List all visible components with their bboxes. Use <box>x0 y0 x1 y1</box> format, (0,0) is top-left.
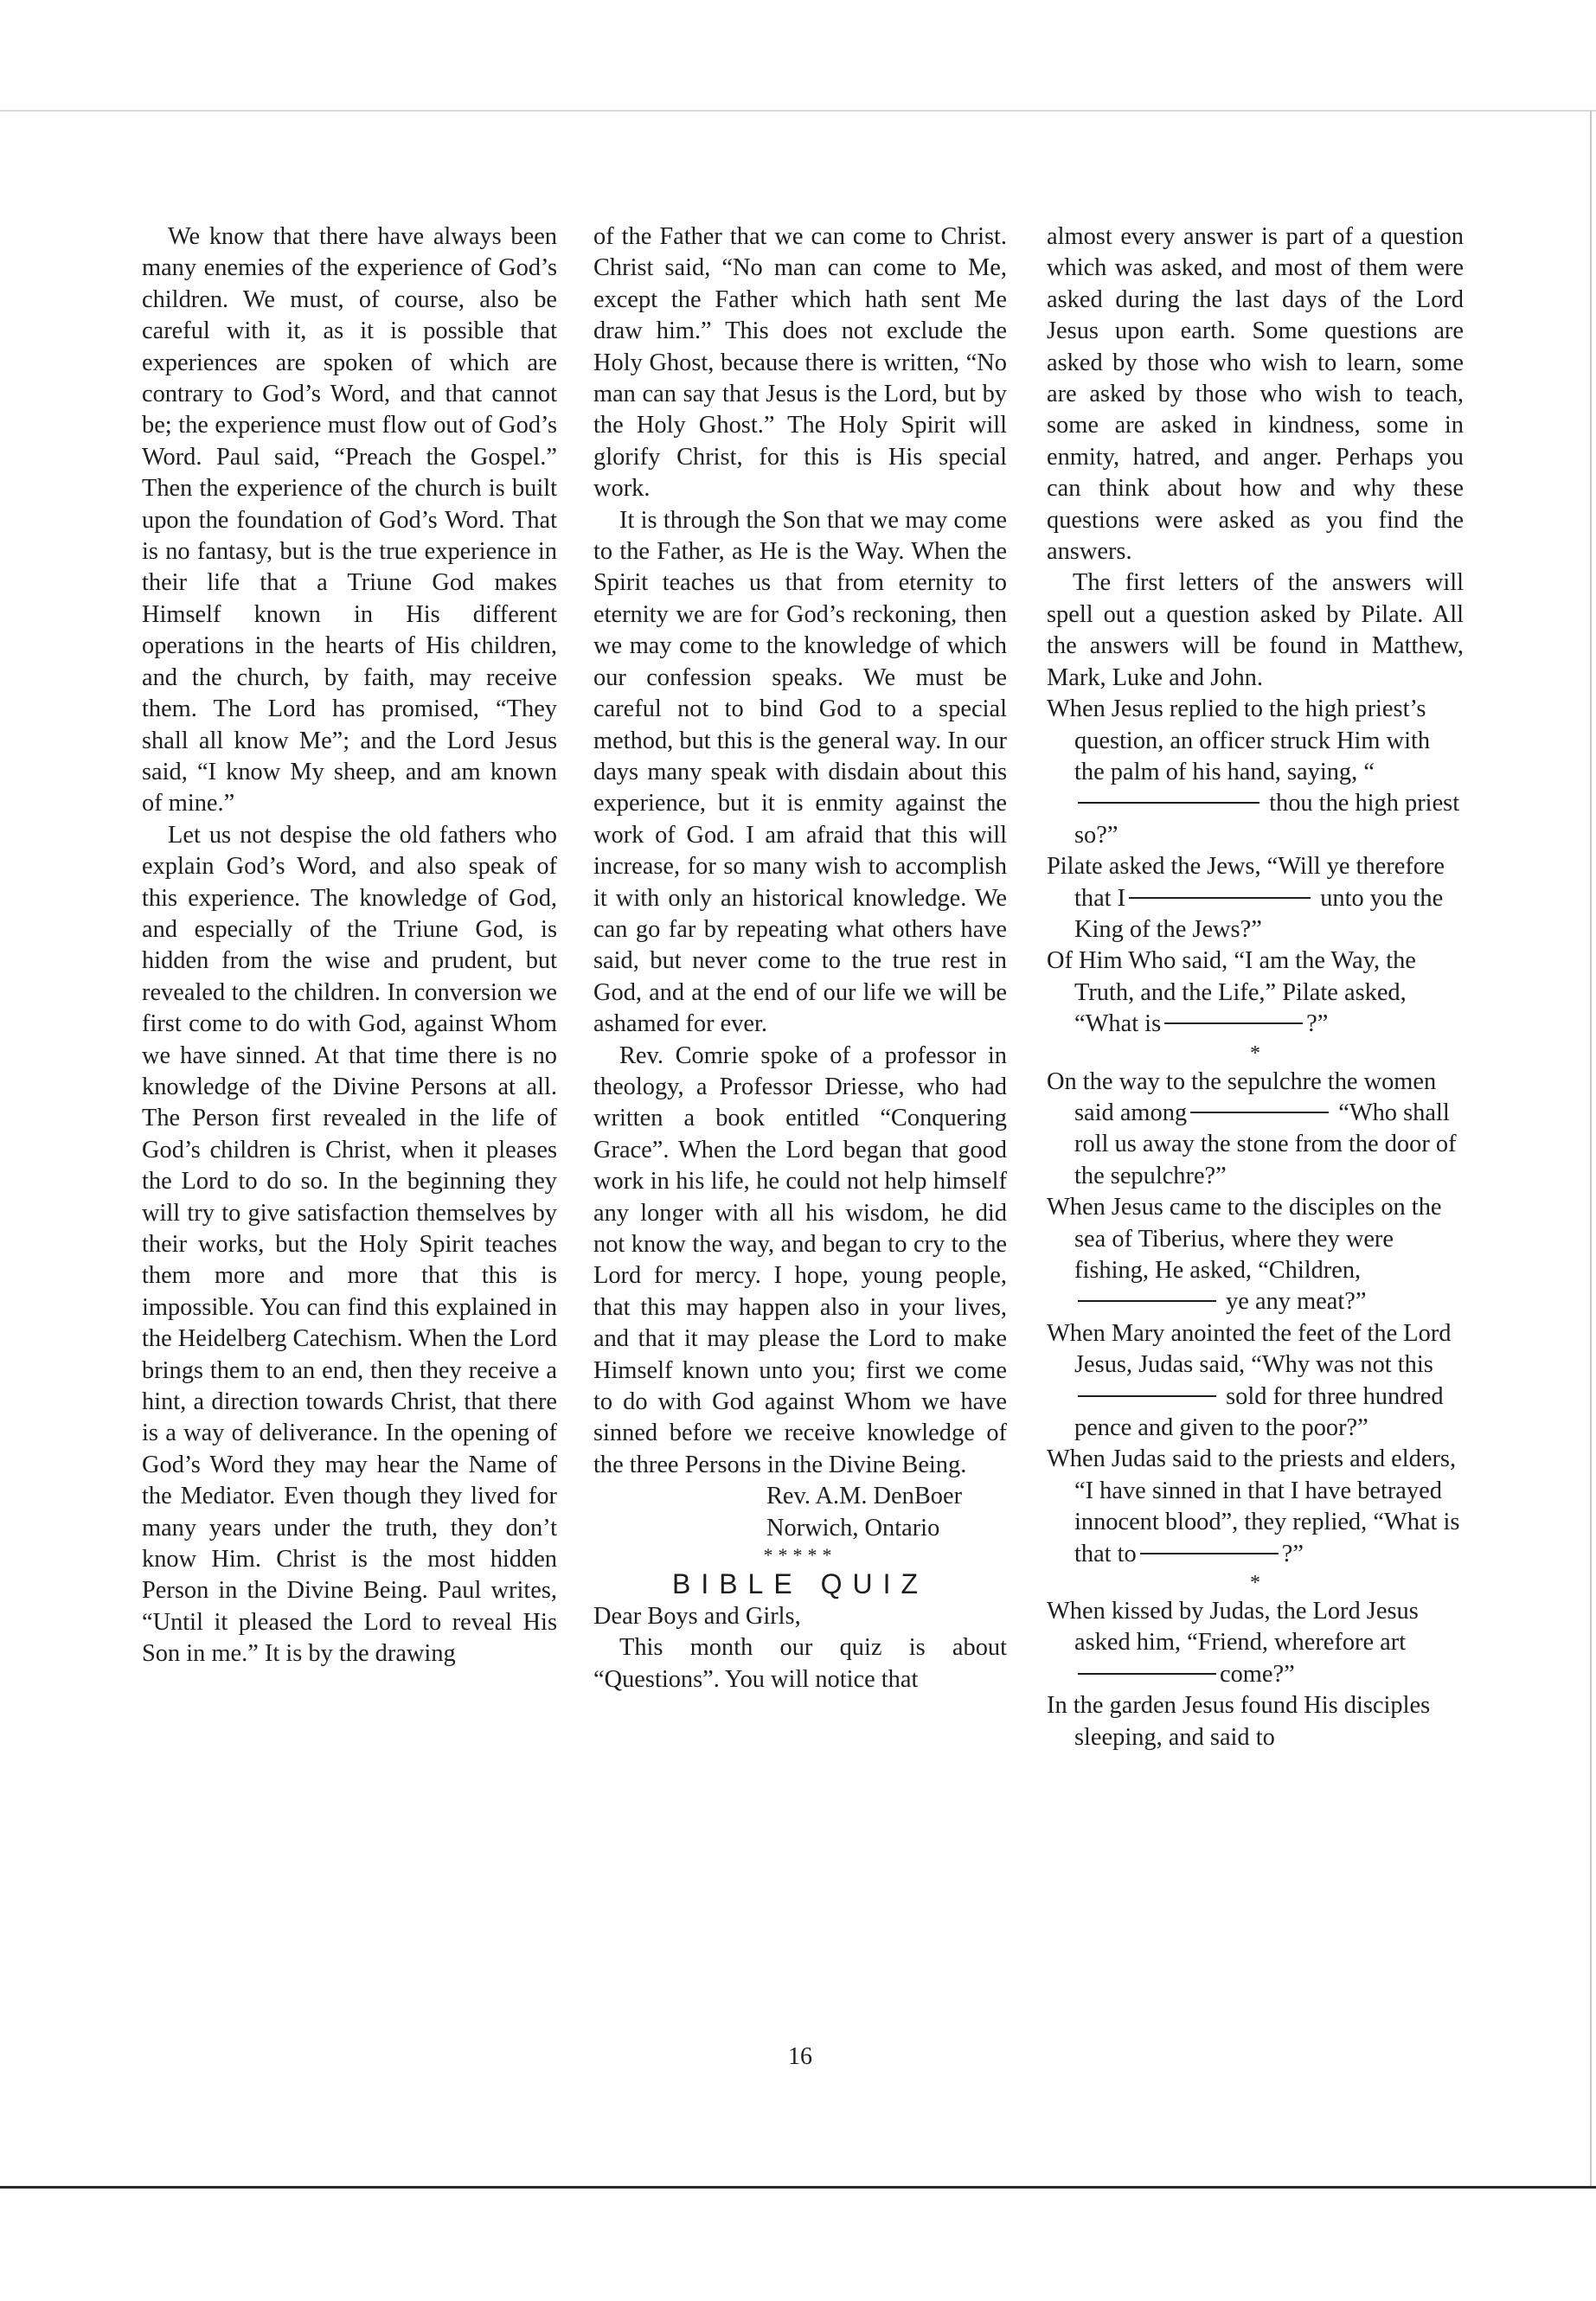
quiz-question-1: When Jesus replied to the high priest’s question, an officer struck Him with the palm of his hand, saying, “ thou the high priest so?” <box>1047 695 1460 849</box>
quiz-question-8: When kissed by Judas, the Lord Jesus asked him, “Friend, wherefore artcome?” <box>1047 1598 1419 1688</box>
paragraph: We know that there have always been many enemies of the experience of God’s children. We must, of course, also be careful with it, as it is possible that experiences are spoken of which are contrary to God’s Word, and that cannot be; the experience must flow out of God’s Word. Paul said, “Preach the Gospel.” Then the experience of the church is built upon the foundation of God’s Word. That is no fantasy, but is the true experience in their life that a Triune God makes Himself known in His different operations in the hearts of His children, and the church, by faith, may receive them. The Lord has promised, “They shall all know Me”; and the Lord Jesus said, “I know My sheep, and am known of mine.” <box>142 223 557 817</box>
page-number: 16 <box>788 2043 812 2070</box>
quiz-heading: BIBLE QUIZ <box>671 1568 929 1600</box>
answer-blank <box>1078 802 1259 804</box>
right-edge <box>1590 111 1592 2187</box>
paragraph: This month our quiz is about “Questions”. You will notice that <box>593 1634 1007 1693</box>
column-1 <box>142 221 557 1670</box>
quiz-question-7: When Judas said to the priests and elders, “I have sinned in that I have betrayed innocent blood”, they replied, “What is that to ?” <box>1047 1445 1460 1567</box>
paragraph: of the Father that we can come to Christ. Christ said, “No man can come to Me, except the Father which hath sent Me draw him.” This does not exclude the Holy Ghost, because there is written, “No man can say that Jesus is the Lord, but by the Holy Ghost.” The Holy Spirit will glorify Christ, for this is His special work. <box>593 223 1007 503</box>
section-divider: ***** <box>763 1544 837 1567</box>
paragraph: The first letters of the answers will spell out a question asked by Pilate. All the answers will be found in Matthew, Mark, Luke and John. <box>1047 569 1464 691</box>
quiz-question-2: Pilate asked the Jews, “Will ye therefore that I unto you the King of the Jews?” <box>1047 853 1445 943</box>
top-rule <box>0 110 1596 112</box>
star-divider: * <box>1250 1042 1260 1065</box>
bottom-rule <box>0 2186 1596 2189</box>
paragraph: almost every answer is part of a question which was asked, and most of them were asked during the last days of the Lord Jesus upon earth. Some questions are asked by those who wish to learn, some are asked by those who wish to teach, some are asked in kindness, some in enmity, hatred, and anger. Perhaps you can think about how and why these questions were asked as you find the answers. <box>1047 223 1464 566</box>
salutation: Dear Boys and Girls, <box>593 1603 801 1631</box>
paragraph: Let us not despise the old fathers who explain God’s Word, and also speak of this experience. The knowledge of God, and especially of the Triune God, is hidden from the wise and prudent, but revealed to the children. In conversion we first come to do with God, against Whom we have sinned. At that time there is no knowledge of the Divine Persons at all. The Person first revealed in the life of God’s children is Christ, when it pleases the Lord to do so. In the beginning they will try to give satisfaction themselves by their works, but the Holy Spirit teaches them more and more that this is impossible. You can find this explained in the Heidelberg Catechism. When the Lord brings them to an end, then they receive a hint, a direction towards Christ, that there is a way of deliverance. In the opening of God’s Word they may hear the Name of the Mediator. Even though they lived for many years under the truth, they don’t know Him. Christ is the most hidden Person in the Divine Being. Paul writes, “Until it pleased the Lord to reveal His Son in me.” It is by the drawing <box>142 821 557 1668</box>
quiz-question-6: When Mary anointed the feet of the Lord Jesus, Judas said, “Why was not this sold for three hundred pence and given to the poor?” <box>1047 1319 1452 1442</box>
answer-blank <box>1164 1022 1303 1024</box>
answer-blank <box>1078 1300 1216 1302</box>
quiz-question-3: Of Him Who said, “I am the Way, the Truth, and the Life,” Pilate asked, “What is ?” <box>1047 947 1416 1038</box>
paragraph: Rev. Comrie spoke of a professor in theology, a Professor Driesse, who had written a book entitled “Conquering Grace”. When the Lord began that good work in his life, he could not help himself any longer with all his wisdom, he did not know the way, and began to cry to the Lord for mercy. I hope, young people, that this may happen also in your lives, and that it may please the Lord to make Himself known unto you; first we come to do with God against Whom we have sinned before we receive knowledge of the three Persons in the Divine Being. <box>593 1042 1007 1478</box>
answer-blank <box>1078 1395 1216 1397</box>
signature-name: Rev. A.M. DenBoer <box>766 1483 963 1510</box>
signature-place: Norwich, Ontario <box>766 1514 940 1541</box>
answer-blank <box>1190 1112 1329 1113</box>
quiz-question-4: On the way to the sepulchre the women said among “Who shall roll us away the stone from the door of the sepulchre?” <box>1047 1067 1457 1189</box>
quiz-question-5: When Jesus came to the disciples on the sea of Tiberius, where they were fishing, He asked, “Children, ye any meat?” <box>1047 1194 1442 1316</box>
paragraph: It is through the Son that we may come to the Father, as He is the Way. When the Spirit teaches us that from eternity to eternity we are for God’s reckoning, then we may come to the knowledge of which our confession speaks. We must be careful not to bind God to a special method, but this is the general way. In our days many speak with disdain about this experience, but it is enmity against the work of God. I am afraid that this will increase, for so many wish to accomplish it with only an historical knowledge. We can go far by repeating what others have said, but never come to the true rest in God, and at the end of our life we will be ashamed for ever. <box>593 506 1007 1038</box>
column-2 <box>593 221 1007 1695</box>
answer-blank <box>1078 1673 1216 1675</box>
quiz-question-9: In the garden Jesus found His disciples sleeping, and said to <box>1047 1692 1431 1751</box>
column-3 <box>1047 221 1464 1753</box>
answer-blank <box>1140 1553 1279 1554</box>
star-divider: * <box>1250 1572 1260 1595</box>
answer-blank <box>1129 897 1311 899</box>
